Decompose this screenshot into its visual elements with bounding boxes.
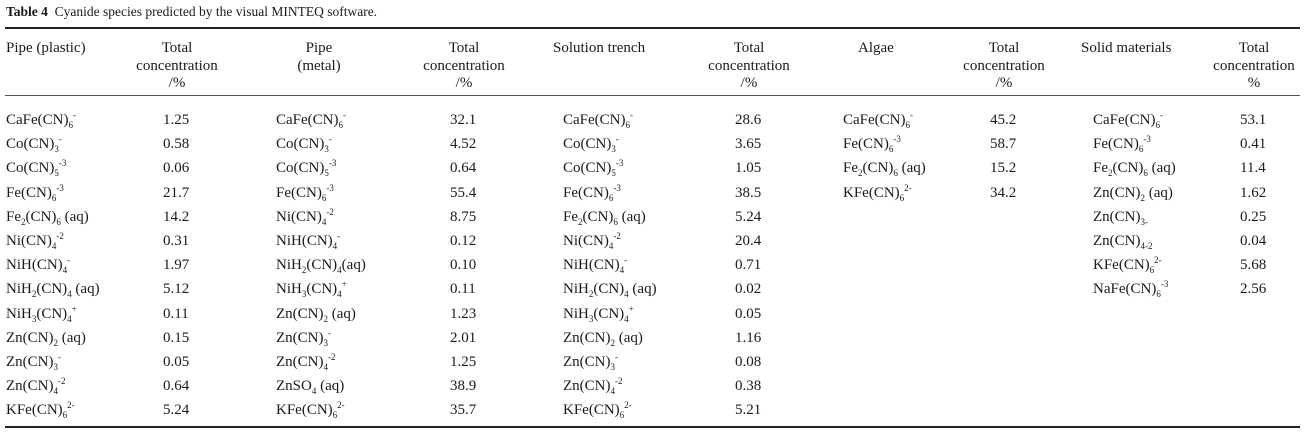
concentration-cell: 11.4 (1240, 160, 1266, 177)
header-line: Total (448, 40, 480, 56)
species-cell: $Fe_2(CN)_6$ (aq) (563, 208, 646, 227)
species-cell: $Zn(CN)_2$ (aq) (276, 305, 356, 324)
concentration-cell: 0.38 (735, 378, 762, 395)
concentration-cell: 53.1 (1240, 112, 1267, 128)
header-line: Pipe (plastic) (6, 40, 86, 56)
concentration-cell: 5.68 (1240, 257, 1267, 274)
species-cell: $NiH_3(CN)_4^+$ (276, 279, 347, 300)
column-header-species (553, 40, 645, 58)
concentration-cell: 0.12 (450, 233, 477, 249)
species-cell: $CaFe(CN)_6^-$ (276, 110, 346, 130)
concentration-cell: 1.25 (450, 354, 477, 370)
header-line: concentration (708, 57, 790, 74)
column-header-species (6, 40, 86, 58)
concentration-cell: 3.65 (735, 136, 762, 153)
header-line: % (1247, 75, 1261, 91)
species-cell: $Ni(CN)_4^{-2}$ (6, 231, 64, 251)
column-header-total-concentration (409, 40, 519, 93)
species-cell: $Co(CN)_5^{-3}$ (276, 158, 337, 179)
concentration-cell: 5.21 (735, 402, 762, 419)
species-cell: $NiH(CN)_4^-$ (563, 255, 628, 276)
concentration-cell: 55.4 (450, 184, 477, 201)
species-cell: $Co(CN)_5^{-3}$ (6, 158, 67, 179)
species-cell: $NiH_2(CN)_4(aq)$ (276, 257, 366, 276)
concentration-cell: 0.64 (163, 378, 190, 395)
header-line: Solution trench (553, 40, 646, 56)
header-line: concentration (1213, 57, 1295, 74)
concentration-cell: 0.41 (1240, 136, 1267, 153)
species-cell: $CaFe(CN)_6^-$ (6, 110, 76, 130)
species-cell: $KFe(CN)_6^{2-}$ (1093, 255, 1162, 276)
species-cell: $KFe(CN)_6^{2-}$ (276, 400, 345, 421)
concentration-cell: 32.1 (450, 112, 477, 128)
species-cell: $Zn(CN)_4^{-2}$ (276, 352, 336, 372)
header-line: Algae (858, 40, 894, 56)
species-cell: $Fe(CN)_6^{-3}$ (1093, 134, 1151, 155)
species-cell: $Co(CN)_3^-$ (563, 134, 619, 155)
concentration-cell: 38.9 (450, 378, 477, 395)
species-cell: $Zn(CN)_2$ (aq) (6, 329, 86, 348)
concentration-cell: 1.16 (735, 329, 762, 346)
concentration-cell: 1.23 (450, 305, 477, 322)
species-cell: $KFe(CN)_6^{2-}$ (563, 400, 632, 421)
header-line: Total (733, 40, 765, 56)
concentration-cell: 58.7 (990, 136, 1017, 153)
concentration-cell: 0.05 (735, 305, 762, 322)
column-header-species (1081, 40, 1171, 58)
species-cell: $NiH(CN)_4^-$ (6, 255, 71, 276)
species-cell: $Co(CN)_5^{-3}$ (563, 158, 624, 179)
concentration-cell: 0.25 (1240, 208, 1267, 225)
concentration-cell: 15.2 (990, 160, 1017, 177)
column-header-total-concentration (694, 40, 804, 93)
species-cell: $Zn(CN)_4^{-2}$ (6, 376, 66, 397)
header-line: /% (168, 75, 186, 91)
species-cell: $Fe_2(CN)_6$ (aq) (1093, 160, 1176, 179)
species-cell: $Fe(CN)_6^{-3}$ (276, 182, 334, 203)
species-cell: $KFe(CN)_6^{2-}$ (843, 182, 912, 203)
concentration-cell: 5.12 (163, 281, 190, 298)
concentration-cell: 1.97 (163, 257, 190, 274)
species-cell: $Ni(CN)_4^{-2}$ (563, 231, 621, 251)
concentration-cell: 2.01 (450, 329, 477, 346)
species-cell: $Fe(CN)_6^{-3}$ (6, 182, 64, 203)
concentration-cell: 4.52 (450, 136, 477, 153)
species-cell: $NaFe(CN)_6^{-3}$ (1093, 279, 1169, 300)
concentration-cell: 8.75 (450, 208, 477, 225)
species-cell: $Ni(CN)_4^{-2}$ (276, 206, 334, 227)
header-line: Solid materials (1081, 40, 1172, 56)
header-line: concentration (136, 57, 218, 74)
species-cell: $Zn(CN)_{3-}$ (1093, 208, 1148, 227)
concentration-cell: 0.15 (163, 329, 190, 346)
concentration-cell: 35.7 (450, 402, 477, 419)
species-cell: $Co(CN)_3^-$ (276, 134, 332, 155)
species-cell: $Zn(CN)_2$ (aq) (563, 329, 643, 348)
concentration-cell: 0.06 (163, 160, 190, 177)
header-line: /% (995, 75, 1013, 91)
column-header-total-concentration (1199, 40, 1307, 93)
column-header-total-concentration (122, 40, 232, 93)
concentration-cell: 21.7 (163, 184, 190, 201)
table-top-rule (5, 27, 1300, 29)
concentration-cell: 45.2 (990, 112, 1017, 128)
species-cell: $Zn(CN)_3^-$ (276, 327, 331, 348)
species-cell: $Zn(CN)_3^-$ (563, 352, 618, 372)
concentration-cell: 0.11 (450, 281, 476, 298)
species-cell: $KFe(CN)_6^{2-}$ (6, 400, 75, 421)
concentration-cell: 0.10 (450, 257, 477, 274)
species-cell: $NiH_3(CN)_4^+$ (6, 303, 77, 324)
species-cell: $CaFe(CN)_6^-$ (563, 110, 633, 130)
species-cell: $Zn(CN)_4^{-2}$ (563, 376, 623, 397)
species-cell: $Fe_2(CN)_6$ (aq) (843, 160, 926, 179)
species-cell: $Zn(CN)_3^-$ (6, 352, 61, 372)
concentration-cell: 0.31 (163, 233, 190, 249)
concentration-cell: 5.24 (163, 402, 190, 419)
header-line: Pipe (305, 40, 333, 56)
species-cell: $Fe(CN)_6^{-3}$ (843, 134, 901, 155)
species-cell: $NiH(CN)_4^-$ (276, 231, 341, 251)
concentration-cell: 0.11 (163, 305, 189, 322)
concentration-cell: 0.64 (450, 160, 477, 177)
concentration-cell: 5.24 (735, 208, 762, 225)
header-line: concentration (423, 57, 505, 74)
species-cell: $Zn(CN)_2$ (aq) (1093, 184, 1173, 203)
concentration-cell: 0.04 (1240, 233, 1267, 249)
column-header-total-concentration (949, 40, 1059, 93)
concentration-cell: 1.05 (735, 160, 762, 177)
concentration-cell: 2.56 (1240, 281, 1267, 298)
species-cell: $NiH_2(CN)_4$ (aq) (6, 281, 100, 300)
concentration-cell: 0.58 (163, 136, 190, 153)
species-cell: $Fe(CN)_6^{-3}$ (563, 182, 621, 203)
concentration-cell: 20.4 (735, 233, 762, 249)
header-line: concentration (963, 57, 1045, 74)
species-cell: $Zn(CN)_{4-2}$ (1093, 233, 1153, 251)
header-line: Total (988, 40, 1020, 56)
column-header-species (858, 40, 894, 58)
species-cell: $Co(CN)_3^-$ (6, 134, 62, 155)
table-caption (6, 4, 377, 20)
concentration-cell: 0.08 (735, 354, 762, 370)
species-cell: ZnSO$_4$ (aq) (276, 378, 345, 397)
species-cell: $NiH_3(CN)_4^+$ (563, 303, 634, 324)
concentration-cell: 34.2 (990, 184, 1017, 201)
column-header-species (289, 40, 349, 75)
header-line: Total (1238, 40, 1270, 56)
concentration-cell: 14.2 (163, 208, 190, 225)
concentration-cell: 0.02 (735, 281, 762, 298)
header-line: /% (455, 75, 473, 91)
concentration-cell: 0.71 (735, 257, 762, 274)
concentration-cell: 38.5 (735, 184, 762, 201)
header-line: (metal) (297, 57, 341, 74)
species-cell: $CaFe(CN)_6^-$ (843, 110, 913, 130)
concentration-cell: 1.25 (163, 112, 190, 128)
table-bottom-rule (5, 426, 1300, 428)
species-cell: $NiH_2(CN)_4$ (aq) (563, 281, 657, 300)
table-caption-text: Cyanide species predicted by the visual MINTEQ software. (54, 4, 378, 19)
header-line: Total (161, 40, 193, 56)
table-label: Table 4 (6, 4, 48, 19)
concentration-cell: 1.62 (1240, 184, 1267, 201)
species-cell: $Fe_2(CN)_6$ (aq) (6, 208, 89, 227)
concentration-cell: 0.05 (163, 354, 190, 370)
species-cell: $CaFe(CN)_6^-$ (1093, 110, 1163, 130)
concentration-cell: 28.6 (735, 112, 762, 128)
table-header-rule (5, 95, 1300, 96)
header-line: /% (740, 75, 758, 91)
